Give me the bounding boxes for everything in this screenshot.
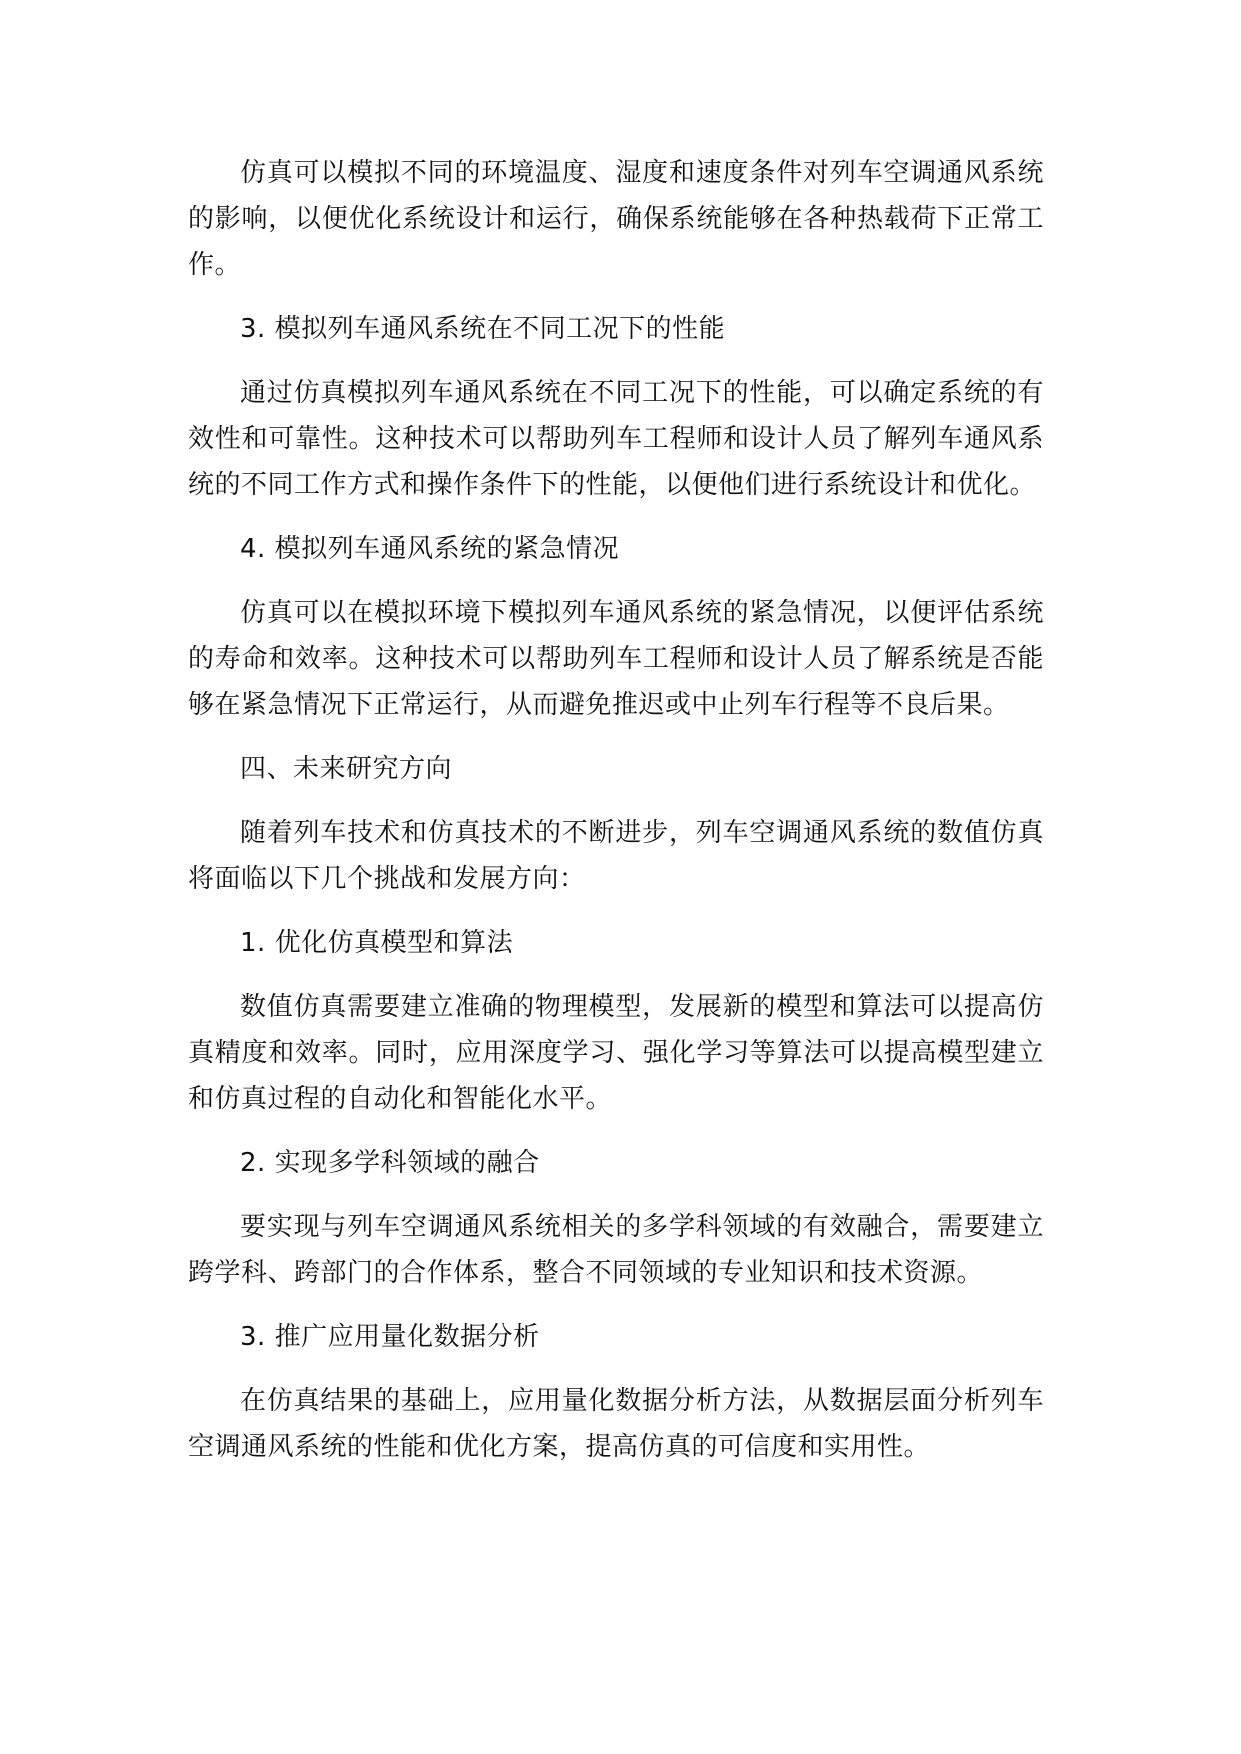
paragraph-environment-simulation: 仿真可以模拟不同的环境温度、湿度和速度条件对列车空调通风系统的影响，以便优化系统设计和运行，确保系统能够在各种热载荷下正常工作。 xyxy=(188,158,1044,280)
paragraph-emergency: 仿真可以在模拟环境下模拟列车通风系统的紧急情况，以便评估系统的寿命和效率。这种技术可以帮助列车工程师和设计人员了解系统是否能够在紧急情况下正常运行，从而避免推迟或中止列车行程等不良后果。 xyxy=(188,598,1044,720)
heading-future-research: 四、未来研究方向 xyxy=(240,754,453,784)
paragraph-quantitative-analysis: 在仿真结果的基础上，应用量化数据分析方法，从数据层面分析列车空调通风系统的性能和优化方案，提高仿真的可信度和实用性。 xyxy=(188,1386,1044,1462)
paragraph-future-intro: 随着列车技术和仿真技术的不断进步，列车空调通风系统的数值仿真将面临以下几个挑战和发展方向： xyxy=(188,818,1044,894)
heading-optimize-models: 1. 优化仿真模型和算法 xyxy=(240,928,514,958)
heading-multidisciplinary: 2. 实现多学科领域的融合 xyxy=(240,1148,540,1178)
paragraph-optimize-models: 数值仿真需要建立准确的物理模型，发展新的模型和算法可以提高仿真精度和效率。同时，应用深度学习、强化学习等算法可以提高模型建立和仿真过程的自动化和智能化水平。 xyxy=(188,992,1044,1114)
heading-quantitative-analysis: 3. 推广应用量化数据分析 xyxy=(240,1322,540,1352)
paragraph-multidisciplinary: 要实现与列车空调通风系统相关的多学科领域的有效融合，需要建立跨学科、跨部门的合作体系，整合不同领域的专业知识和技术资源。 xyxy=(188,1212,1044,1288)
paragraph-working-conditions: 通过仿真模拟列车通风系统在不同工况下的性能，可以确定系统的有效性和可靠性。这种技术可以帮助列车工程师和设计人员了解列车通风系统的不同工作方式和操作条件下的性能，以便他们进行系统设计和优化。 xyxy=(188,378,1044,500)
document-page xyxy=(188,150,1044,1488)
heading-emergency: 4. 模拟列车通风系统的紧急情况 xyxy=(240,534,620,564)
heading-working-conditions: 3. 模拟列车通风系统在不同工况下的性能 xyxy=(240,314,726,344)
